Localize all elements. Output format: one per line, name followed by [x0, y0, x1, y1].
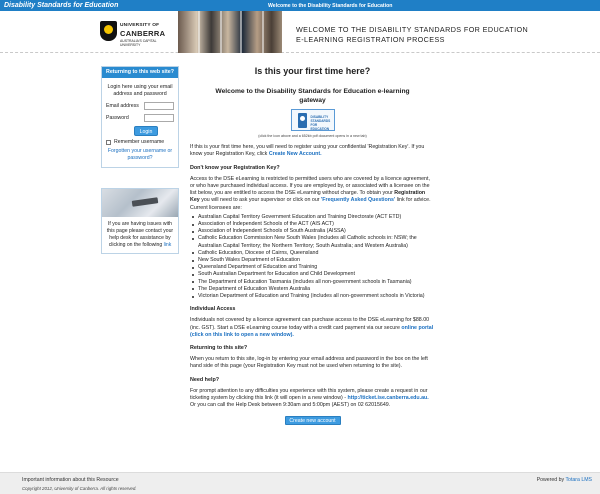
ribbon-icon: [298, 113, 307, 128]
help-paragraph: [190, 388, 435, 410]
sidebar: [101, 66, 179, 254]
top-bar: [0, 0, 600, 11]
help-text-1: For prompt attention to any difficulties you experience with this system, please create a request in our ticketing system by clicking this link (it will open in a new window) -: [190, 387, 428, 402]
logo-line-3: AUSTRALIA'S CAPITAL UNIVERSITY: [120, 39, 157, 47]
totara-link[interactable]: Totara LMS: [565, 477, 592, 483]
faq-link[interactable]: 'Frequently Asked Questions': [321, 197, 396, 204]
online-portal-link[interactable]: online portal (click on this link to open a new window).: [190, 324, 434, 338]
header-title: [296, 25, 576, 45]
header-photo-banner: [178, 11, 282, 53]
main-content: [190, 66, 435, 425]
site-brand[interactable]: Disability Standards for Education: [4, 2, 119, 9]
list-item: Victorian Department of Education and Training (includes all non-government schools in Victoria): [190, 293, 435, 300]
page-title: Is this your first time here?: [254, 66, 371, 76]
list-item: Association of Independent Schools of the ACT (AIS ACT): [190, 221, 435, 228]
list-item: Association of Independent Schools of South Australia (AISSA): [190, 228, 435, 235]
login-button[interactable]: Login: [134, 126, 158, 136]
returning-paragraph: When you return to this site, log-in by entering your email address and password in the box on the left hand side of this page (your Registration Key must not be used when returning to the site).: [190, 356, 428, 370]
pdf-caption: (click the icon above and a 652kb pdf document opens in a new tab): [258, 134, 367, 138]
login-panel: [101, 66, 179, 168]
powered-by: [537, 477, 592, 483]
list-item: The Department of Education Tasmania (includes all non-government schools in Tasmania): [190, 279, 435, 286]
create-account-button[interactable]: Create new account: [285, 416, 341, 425]
help-text-2: Or you can call the Help Desk between 9:30am and 5:00pm (AEST) on 02 62015649.: [190, 402, 391, 409]
logo-line-1: UNIVERSITY OF: [120, 23, 160, 28]
remember-label: Remember username: [114, 139, 165, 145]
copyright-text: Copyright 2012, University of Canberra. All rights reserved.: [22, 486, 137, 491]
list-item: Australian Capital Territory Government Education and Training Directorate (ACT ETD): [190, 214, 435, 221]
no-key-heading: Don't know your Registration Key?: [190, 164, 280, 171]
forgot-password-link[interactable]: Forgotten your username or password?: [107, 148, 173, 161]
header-title-line-1: WELCOME TO THE DISABILITY STANDARDS FOR EDUCATION: [296, 25, 529, 34]
help-panel-text: If you are having issues with this page please contact your help desk for assistance by clicking on the following: [106, 221, 174, 248]
intro-paragraph: [190, 144, 435, 158]
header-title-line-2: E-LEARNING REGISTRATION PROCESS: [296, 35, 445, 44]
remember-checkbox[interactable]: [106, 140, 111, 145]
email-label: Email address: [106, 102, 139, 109]
create-account-link[interactable]: Create New Account.: [268, 151, 322, 158]
licensee-list: [190, 214, 435, 300]
gateway-heading: Welcome to the Disability Standards for Education e-learning gateway: [215, 88, 410, 104]
help-panel: [101, 188, 179, 254]
access-text-1: Access to the DSE eLearning is restricted to permitted users who are covered by a licence agreement, or who have purchased individual access. If you are employed by, or associated with a licensee on the list below, you are entitled to access the DSE eLearning without charge. To obtain your: [190, 175, 430, 197]
individual-text: Individuals not covered by a licence agreement can purchase access to the DSE eLearning for $88.00 (inc. GST). Start a DSE eLearning course today with a credit card payment via our secure: [190, 317, 430, 331]
email-field[interactable]: [144, 102, 174, 110]
registration-key-bold: Registration Key: [190, 190, 426, 204]
welcome-text: Welcome to the Disability Standards for Education: [268, 2, 393, 9]
access-text-3: link for advice. Current licensees are:: [190, 197, 431, 211]
list-item: South Australian Department for Education and Child Development: [190, 271, 435, 278]
list-item: The Department of Education Western Australia: [190, 286, 435, 293]
individual-access-heading: Individual Access: [190, 306, 236, 313]
ticket-link[interactable]: http://ticket.ise.canberra.edu.au.: [347, 395, 429, 402]
dse-gateway-pdf-icon[interactable]: [291, 109, 335, 131]
list-item: Catholic Education Commission New South Wales (includes all Catholic schools in: NSW; the Australian Capital Territory; the Northern Territory; South Australia; and Western Australia): [190, 235, 435, 249]
password-label: Password: [106, 114, 129, 121]
list-item: New South Wales Department of Education: [190, 257, 435, 264]
access-paragraph: [190, 176, 435, 212]
individual-paragraph: [190, 317, 435, 339]
access-text-2: you will need to ask your supervisor or click on our: [201, 197, 320, 204]
login-intro: Login here using your email address and password: [107, 84, 173, 97]
returning-heading: Returning to this site?: [190, 345, 248, 352]
page-footer: [0, 472, 600, 494]
intro-text: If this is your first time here, you will need to register using your confidential 'Registration Key'. If you know your Registration Key, click: [190, 144, 425, 158]
list-item: Queensland Department of Education and Training: [190, 264, 435, 271]
important-info-link[interactable]: Important information about this Resource: [22, 477, 119, 483]
page-header: [0, 11, 600, 53]
list-item: Catholic Education, Diocese of Cairns, Queensland: [190, 250, 435, 257]
need-help-heading: Need help?: [190, 376, 220, 383]
login-panel-heading: Returning to this web site?: [102, 67, 178, 78]
help-desk-link[interactable]: link: [163, 242, 172, 248]
crest-icon: [100, 21, 117, 41]
university-logo[interactable]: [100, 17, 170, 49]
help-panel-image: [102, 189, 178, 217]
gateway-icon-text: DISABILITY STANDARDS FOR EDUCATION: [310, 115, 331, 131]
powered-by-label: Powered by: [536, 477, 565, 483]
logo-line-2: CANBERRA: [120, 29, 166, 38]
password-field[interactable]: [144, 114, 174, 122]
